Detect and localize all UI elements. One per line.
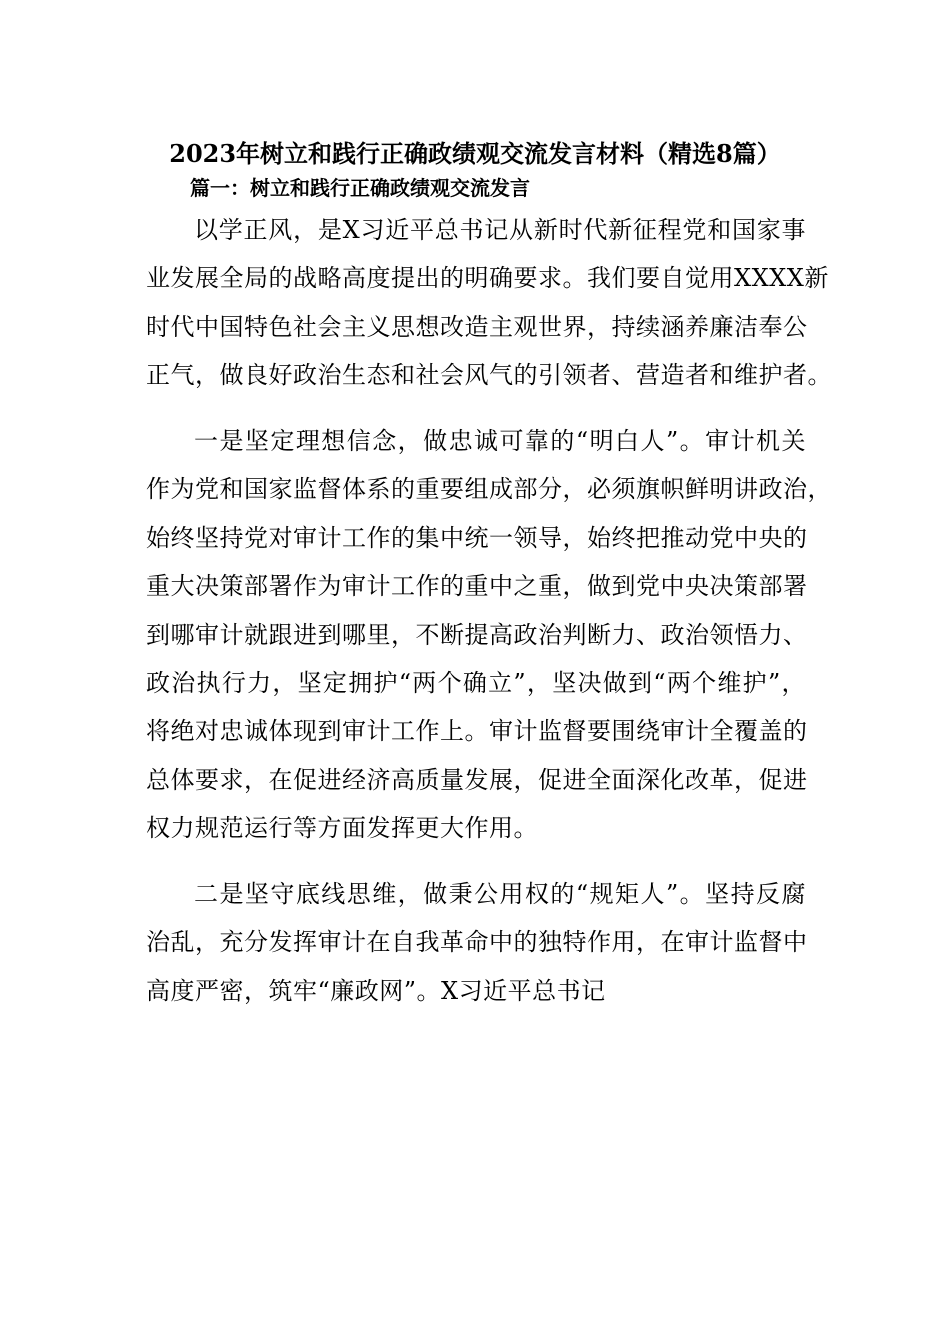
- paragraph-line: 业发展全局的战略高度提出的明确要求。我们要自觉用XXXX新: [146, 264, 829, 293]
- paragraph-line: 以学正风，是X习近平总书记从新时代新征程党和国家事: [194, 216, 806, 244]
- paragraph-line: 时代中国特色社会主义思想改造主观世界，持续涵养廉洁奉公: [146, 312, 808, 341]
- paragraph-point-one: [146, 417, 832, 853]
- paragraph-point-two: [146, 870, 806, 1015]
- paragraph-line: 权力规范运行等方面发挥更大作用。: [146, 814, 538, 843]
- paragraph-line: 重大决策部署作为审计工作的重中之重，做到党中央决策部署: [146, 572, 808, 601]
- paragraph-line: 政治执行力，坚定拥护“两个确立”，坚决做到“两个维护”，: [146, 669, 806, 698]
- paragraph-line: 二是坚守底线思维，做秉公用权的“规矩人”。坚持反腐: [194, 880, 806, 908]
- paragraph-line: 正气，做良好政治生态和社会风气的引领者、营造者和维护者。: [146, 361, 832, 390]
- paragraph-line: 一是坚定理想信念，做忠诚可靠的“明白人”。审计机关: [194, 427, 806, 455]
- section-subtitle: 篇一：树立和践行正确政绩观交流发言: [190, 176, 530, 200]
- paragraph-line: 治乱，充分发挥审计在自我革命中的独特作用，在审计监督中: [146, 928, 808, 957]
- paragraph-line: 到哪审计就跟进到哪里，不断提高政治判断力、政治领悟力、: [146, 620, 808, 649]
- paragraph-line: 总体要求，在促进经济高质量发展，促进全面深化改革，促进: [146, 765, 808, 794]
- paragraph-line: 作为党和国家监督体系的重要组成部分，必须旗帜鲜明讲政治，: [146, 475, 832, 504]
- document-title: 2023年树立和践行正确政绩观交流发言材料（精选8篇）: [169, 139, 781, 168]
- paragraph-intro: [146, 206, 832, 400]
- paragraph-line: 高度严密，筑牢“廉政网”。X习近平总书记: [146, 976, 606, 1005]
- paragraph-line: 将绝对忠诚体现到审计工作上。审计监督要围绕审计全覆盖的: [146, 717, 808, 746]
- paragraph-line: 始终坚持党对审计工作的集中统一领导，始终把推动党中央的: [146, 523, 808, 552]
